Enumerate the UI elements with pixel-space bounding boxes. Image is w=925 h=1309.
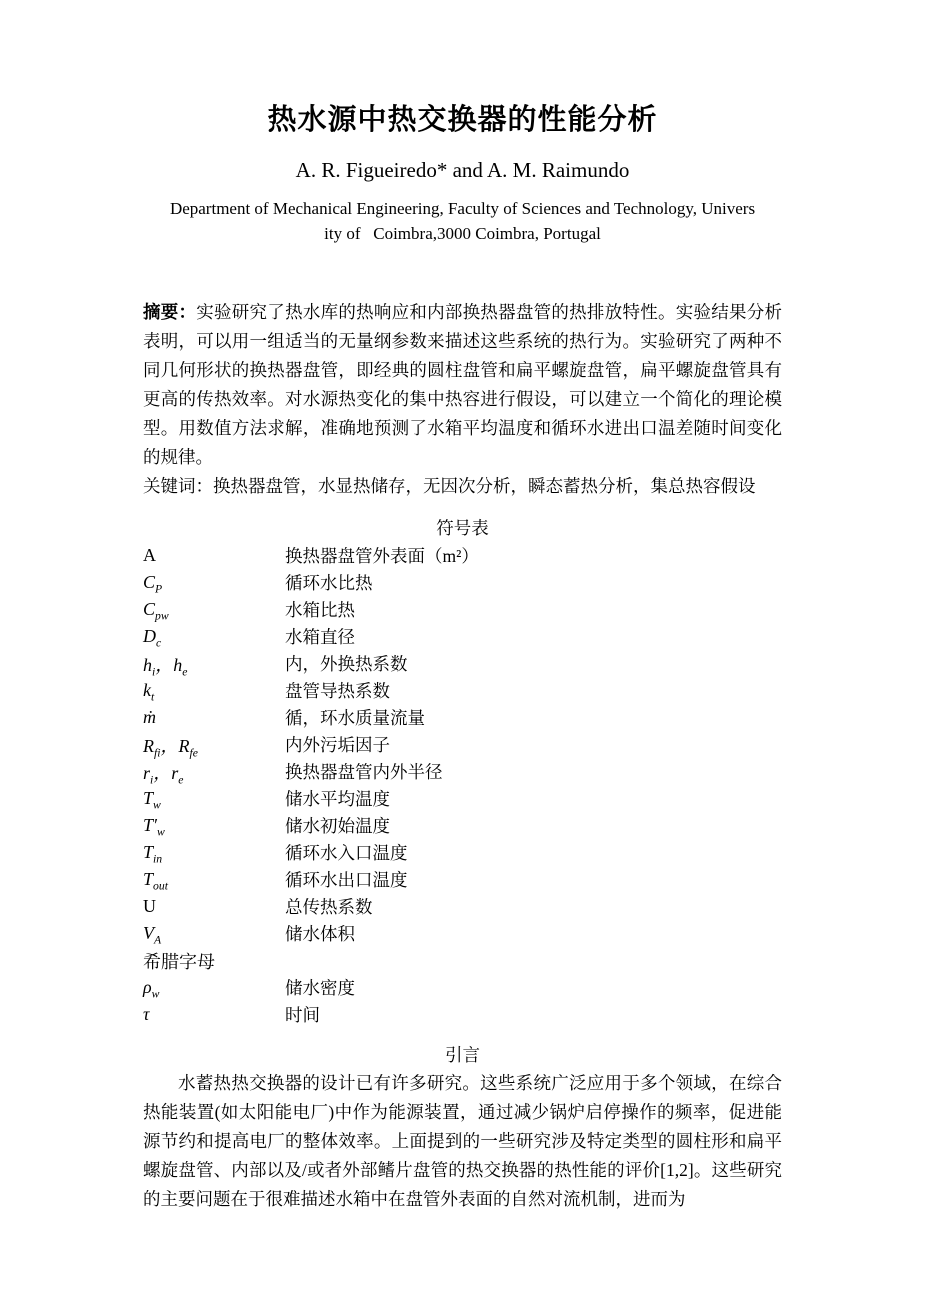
nomenclature-heading: 符号表 (436, 518, 489, 538)
symbol: $h_i$，$h_e$ (143, 654, 188, 679)
symbol-description: 储水体积 (285, 924, 355, 944)
nomenclature-row (143, 596, 782, 623)
symbol: A (143, 545, 156, 565)
introduction-paragraph: 水蓄热热交换器的设计已有许多研究。这些系统广泛应用于多个领域，在综合热能装置(如太阳能电厂)中作为能源装置，通过减少锅炉启停操作的频率，促进能源节约和提高电厂的整体效率。上面提到的一些研究涉及特定类型的圆柱形和扁平螺旋盘管、内部以及/或者外部鳍片盘管的热交换器的热性能的评价[1,2]。这些研究的主要问题在于很难描述水箱中在盘管外表面的自然对流机制，进而为 (143, 1073, 782, 1209)
nomenclature-row (143, 758, 782, 785)
symbol-description: 内外污垢因子 (285, 735, 390, 755)
symbol: 希腊字母 (143, 951, 215, 972)
symbol: $r_i$，$r_e$ (143, 762, 184, 787)
symbol: ṁ (143, 707, 156, 727)
paper-title: 热水源中热交换器的性能分析 (267, 104, 658, 136)
abstract-label: 摘要： (143, 302, 197, 322)
symbol: $T'_w$ (143, 815, 165, 839)
symbol-description: 储水密度 (285, 978, 355, 998)
symbol-description: 水箱直径 (285, 627, 355, 647)
symbol: τ (143, 1004, 150, 1024)
symbol: $T_{out}$ (143, 869, 168, 893)
symbol-description: 时间 (285, 1005, 320, 1025)
nomenclature-row (143, 812, 782, 839)
abstract-text: 实验研究了热水库的热响应和内部换热器盘管的热排放特性。实验结果分析表明，可以用一组适当的无量纲参数来描述这些系统的热行为。实验研究了两种不同几何形状的换热器盘管，即经典的圆柱盘管和扁平螺旋盘管，扁平螺旋盘管具有更高的传热效率。对水源热变化的集中热容进行假设，可以建立一个简化的理论模型。用数值方法求解，准确地预测了水箱平均温度和循环水进出口温差随时间变化的规律。 (143, 302, 783, 467)
nomenclature-row (143, 1001, 782, 1028)
keywords-line: 关键词：换热器盘管，水显热储存，无因次分析，瞬态蓄热分析，集总热容假设 (143, 476, 756, 496)
nomenclature-row (143, 866, 782, 893)
symbol-description: 总传热系数 (285, 897, 373, 917)
symbol-description: 储水初始温度 (285, 816, 390, 836)
symbol-description: 换热器盘管内外半径 (285, 762, 443, 782)
symbol: $\rho_w$ (143, 977, 160, 1001)
symbol-description: 循环水比热 (285, 573, 373, 593)
nomenclature-row (143, 947, 782, 974)
symbol: $D_c$ (143, 626, 162, 650)
nomenclature-row (143, 650, 782, 677)
symbol: $T_w$ (143, 788, 161, 812)
symbol: $R_{fi}$，$R_{fe}$ (143, 735, 198, 760)
nomenclature-row (143, 704, 782, 731)
symbol-description: 循环水出口温度 (285, 870, 408, 890)
nomenclature-row (143, 569, 782, 596)
affiliation (143, 196, 782, 246)
symbol-description: 储水平均温度 (285, 789, 390, 809)
symbol-description: 水箱比热 (285, 600, 355, 620)
affiliation-line-2: ity of Coimbra,3000 Coimbra, Portugal (324, 224, 601, 243)
affiliation-line-1: Department of Mechanical Engineering, Faculty of Sciences and Technology, Univers (169, 199, 756, 218)
nomenclature-row (143, 731, 782, 758)
symbol-description: 换热器盘管外表面（m²） (285, 546, 479, 566)
symbol: $T_{in}$ (143, 842, 163, 866)
symbol: $k_t$ (143, 680, 155, 704)
nomenclature-row (143, 542, 782, 569)
symbol-description: 循环水入口温度 (285, 843, 408, 863)
nomenclature-row (143, 893, 782, 920)
nomenclature-row (143, 920, 782, 947)
nomenclature-row (143, 623, 782, 650)
nomenclature-list (143, 542, 782, 1028)
abstract-paragraph (143, 298, 782, 472)
nomenclature-row (143, 974, 782, 1001)
symbol: $C_{pw}$ (143, 599, 169, 623)
nomenclature-row (143, 785, 782, 812)
introduction-heading: 引言 (445, 1045, 480, 1065)
nomenclature-row (143, 839, 782, 866)
symbol-description: 内，外换热系数 (285, 654, 408, 674)
symbol: $V_A$ (143, 923, 162, 947)
symbol: U (143, 896, 156, 916)
symbol-description: 循，环水质量流量 (285, 708, 425, 728)
authors-line: A. R. Figueiredo* and A. M. Raimundo (295, 158, 630, 182)
symbol-description: 盘管导热系数 (285, 681, 390, 701)
symbol: $C_P$ (143, 572, 163, 596)
nomenclature-row (143, 677, 782, 704)
